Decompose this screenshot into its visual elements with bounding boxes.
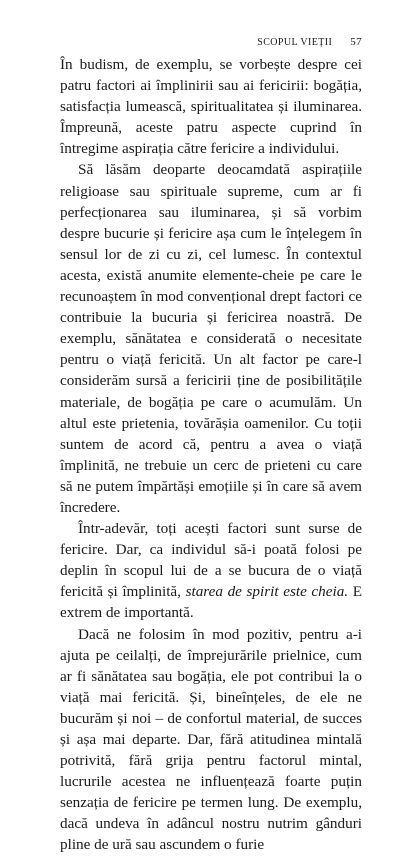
paragraph-3 xyxy=(60,518,362,623)
running-head xyxy=(60,36,362,54)
paragraph-2: Să lăsăm deoparte deocamdată aspirațiile religioase sau spirituale supreme, cum ar fi perfecționarea sau iluminarea, și să vorbim despre bucurie și fericire așa cum le înțelegem în sensul lor de zi cu zi, cel lumesc. În contextul acesta, există anumite elemente-cheie pe care le recunoaștem în mod convențional drept factori ce contribuie la bucuria și fericirea noastră. De exemplu, sănătatea e considerată o necesitate pentru o viață fericită. Un alt factor pe care-l considerăm sursă a fericirii ține de posibilitățile materiale, de bogăția pe care o acumulăm. Un altul este prietenia, tovărășia oamenilor. Cu toții suntem de acord că, pentru a avea o viață împlinită, ne trebuie un cerc de prieteni cu care să ne putem împărtăși emoțiile și în care să avem încredere. xyxy=(60,161,362,516)
body-text xyxy=(60,54,362,856)
paragraph-3-text: Într-adevăr, toți acești factori sunt surse de fericire. Dar, ca individul să-i poată folosi pe deplin în scopul lui de a se bucura de o viață fericită și împlinită, xyxy=(60,520,362,601)
paragraph-3-tail: E extrem de importantă. xyxy=(60,583,362,622)
running-title: SCOPUL VIEȚII xyxy=(257,37,333,48)
paragraph-4: Dacă ne folosim în mod pozitiv, pentru a-i ajuta pe ceilalți, de împrejurările prielnice, cum ar fi sănătatea sau bogăția, ele pot contribui la o viață mai fericită. Și, bineînțeles, de ele ne bucurăm și noi – de confortul material, de succes și așa mai departe. Dar, fără atitudinea mintală potrivită, fără grija pentru factorul mintal, lucrurile acestea ne influențează foarte puțin senzația de fericire pe termen lung. De exemplu, dacă undeva în adâncul nostru nutrim gânduri pline de ură sau ascundem o furie xyxy=(60,625,362,854)
emphasis-phrase: starea de spirit este cheia. xyxy=(185,583,349,601)
paragraph-1: În budism, de exemplu, se vorbește despre cei patru factori ai împlinirii sau ai fericirii: bogăția, satisfacția lumească, spiritualitatea și iluminarea. Împreună, aceste patru aspecte cuprind în întregime aspirația către fericire a individului. xyxy=(60,56,362,158)
page-number: 57 xyxy=(350,36,362,48)
